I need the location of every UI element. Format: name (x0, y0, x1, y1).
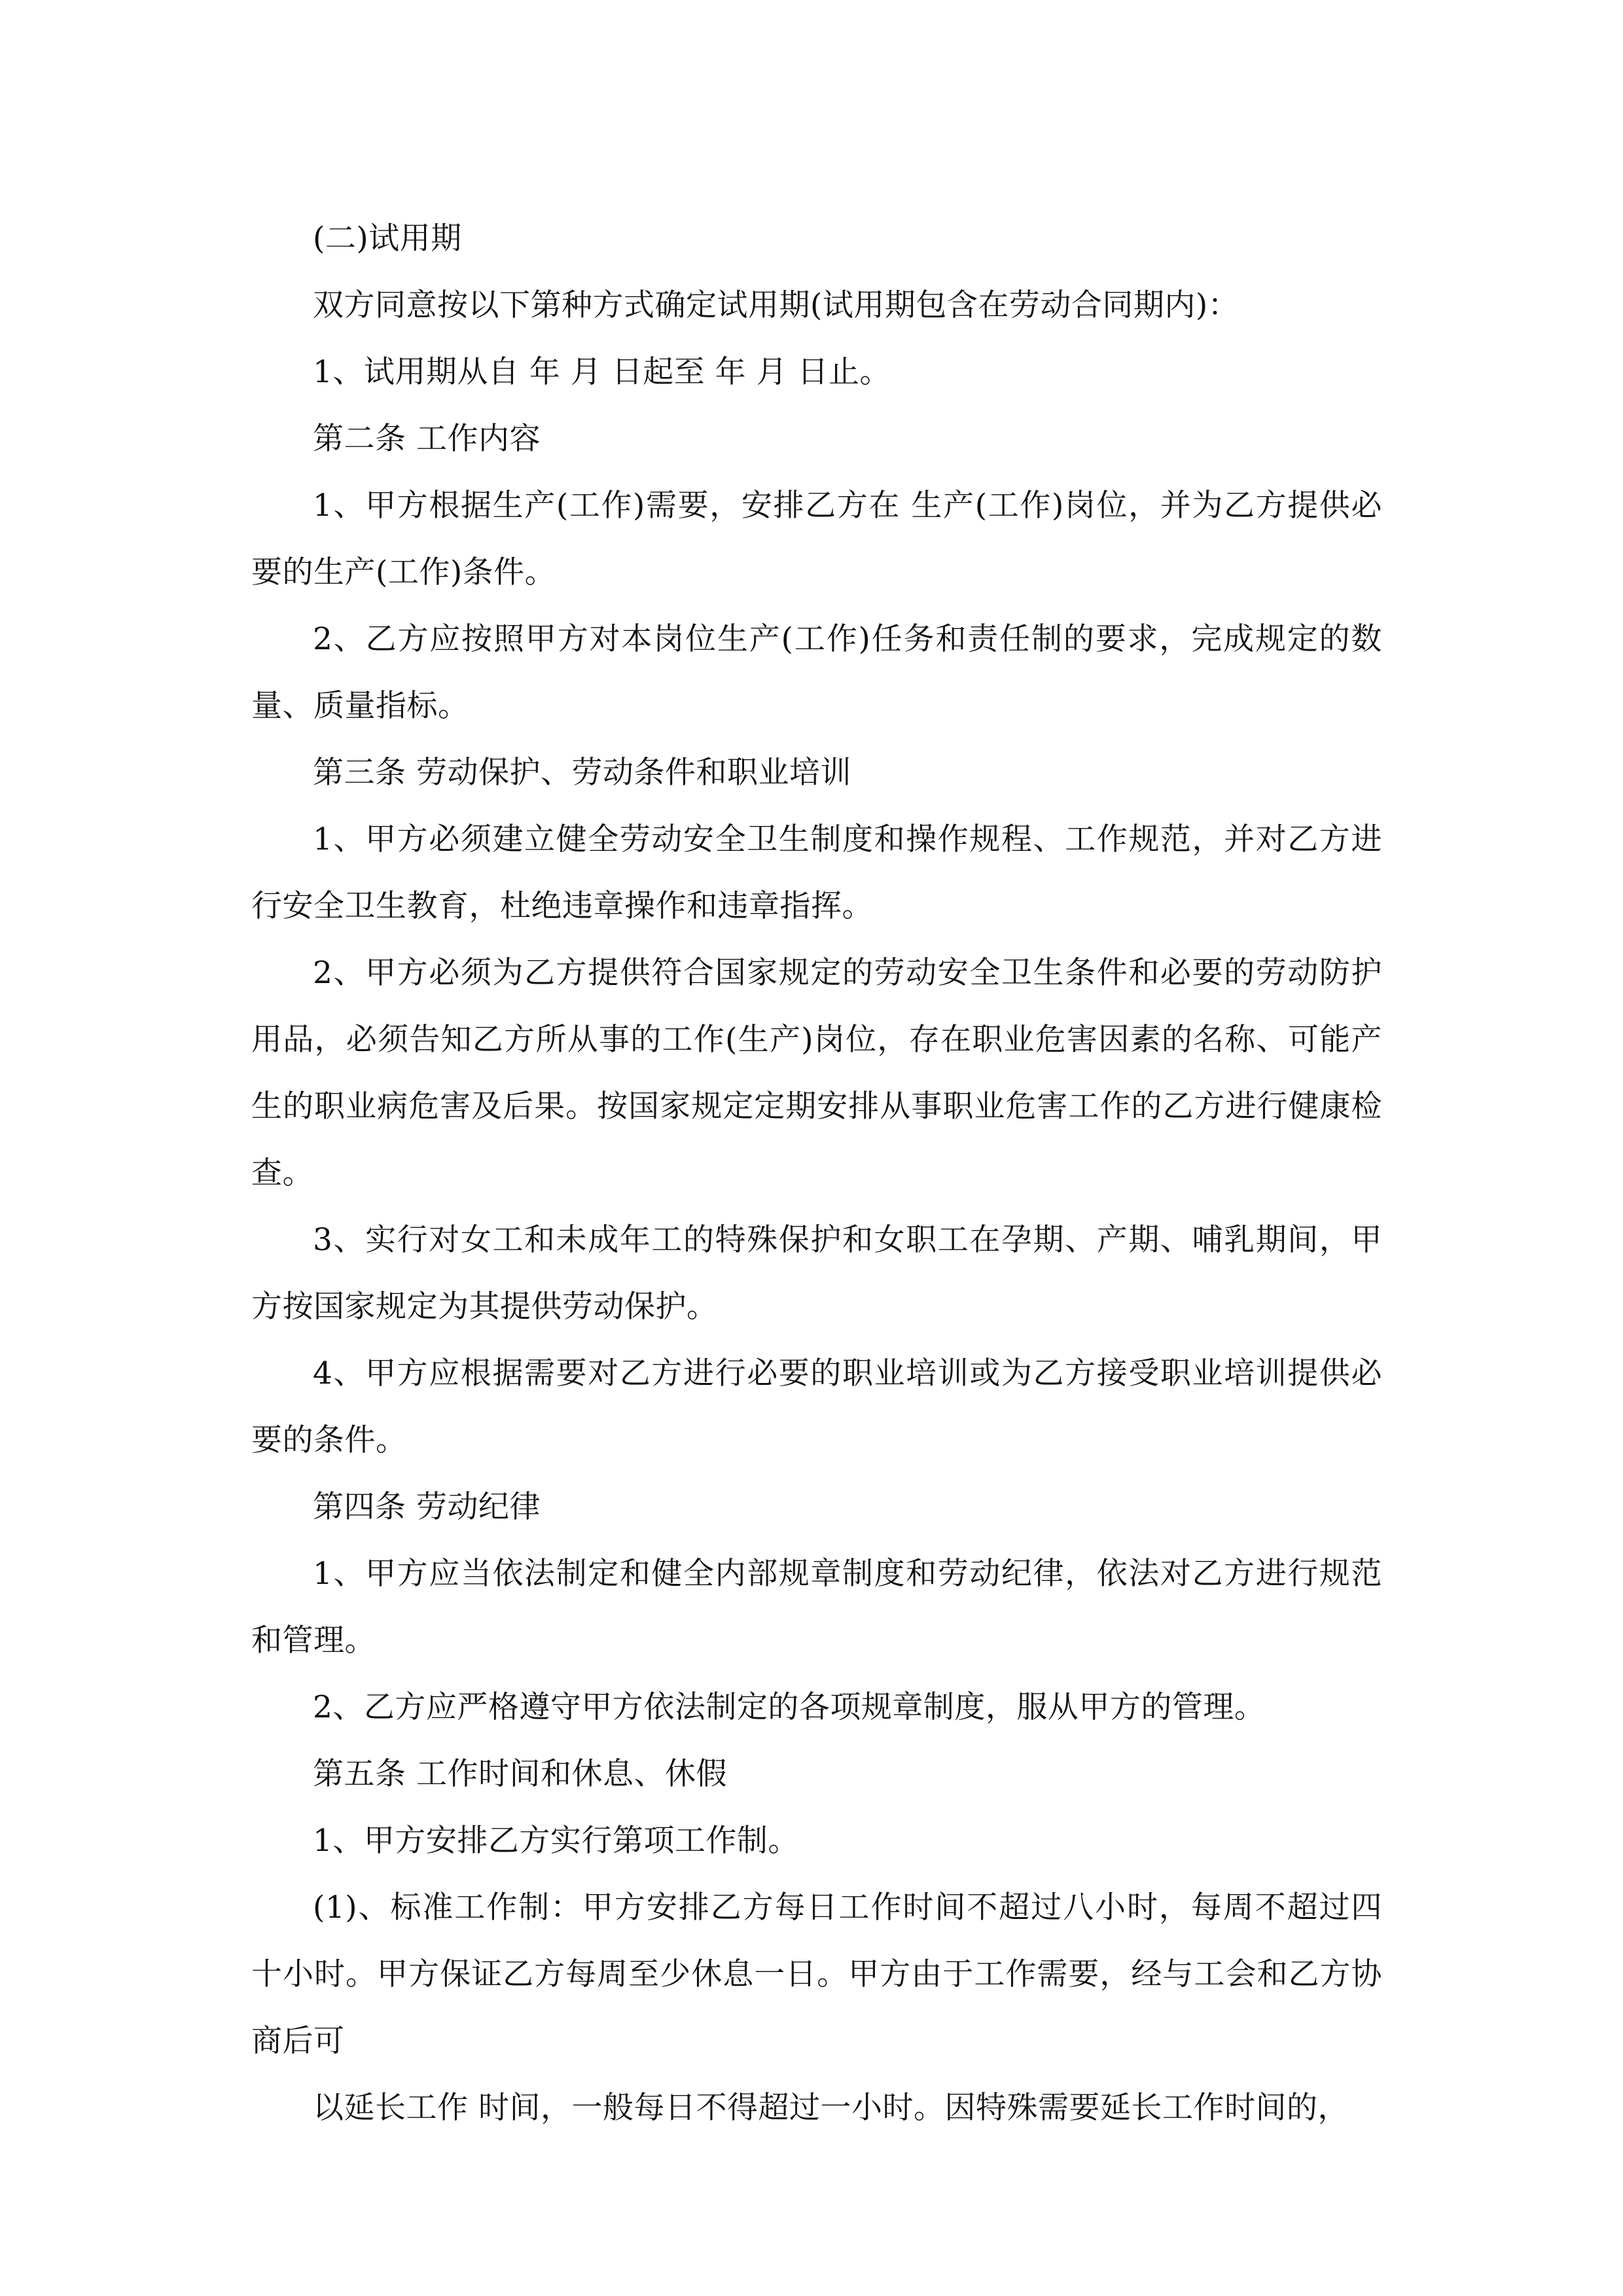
paragraph-article-2-item-2: 2、乙方应按照甲方对本岗位生产(工作)任务和责任制的要求，完成规定的数量、质量指标。 (251, 621, 1382, 724)
article-heading-5: 第五条 工作时间和休息、休假 (313, 1756, 727, 1792)
paragraph-probation-method: 双方同意按以下第种方式确定试用期(试用期包含在劳动合同期内)： (313, 287, 1240, 323)
article-heading-2: 第二条 工作内容 (313, 421, 541, 457)
paragraph-article-3-item-1: 1、甲方必须建立健全劳动安全卫生制度和操作规程、工作规范，并对乙方进行安全卫生教育，杜绝违章操作和违章指挥。 (251, 821, 1382, 924)
paragraph-article-2-item-1: 1、甲方根据生产(工作)需要，安排乙方在 生产(工作)岗位，并为乙方提供必要的生产(工作)条件。 (251, 488, 1382, 590)
paragraph-article-4-item-2: 2、乙方应严格遵守甲方依法制定的各项规章制度，服从甲方的管理。 (313, 1689, 1266, 1725)
paragraph-article-3-item-4: 4、甲方应根据需要对乙方进行必要的职业培训或为乙方接受职业培训提供必要的条件。 (251, 1355, 1382, 1458)
article-heading-4: 第四条 劳动纪律 (313, 1489, 541, 1525)
paragraph-article-5-overtime: 以延长工作 时间，一般每日不得超过一小时。因特殊需要延长工作时间的， (313, 2090, 1349, 2126)
paragraph-article-5-item-1: 1、甲方安排乙方实行第项工作制。 (313, 1823, 799, 1859)
paragraph-article-3-item-3: 3、实行对女工和未成年工的特殊保护和女职工在孕期、产期、哺乳期间，甲方按国家规定为其提供劳动保护。 (251, 1222, 1382, 1325)
paragraph-article-5-standard-hours: (1)、标准工作制：甲方安排乙方每日工作时间不超过八小时，每周不超过四十小时。甲方保证乙方每周至少休息一日。甲方由于工作需要，经与工会和乙方协商后可 (251, 1890, 1382, 2059)
paragraph-article-3-item-2: 2、甲方必须为乙方提供符合国家规定的劳动安全卫生条件和必要的劳动防护用品，必须告知乙方所从事的工作(生产)岗位，存在职业危害因素的名称、可能产生的职业病危害及后果。按国家规定定期安排从事职业危害工作的乙方进行健康检查。 (251, 955, 1382, 1191)
paragraph-probation-dates: 1、试用期从自 年 月 日起至 年 月 日止。 (313, 354, 891, 390)
paragraph-article-4-item-1: 1、甲方应当依法制定和健全内部规章制度和劳动纪律，依法对乙方进行规范和管理。 (251, 1556, 1382, 1659)
section-heading-probation: (二)试用期 (313, 221, 462, 257)
article-heading-3: 第三条 劳动保护、劳动条件和职业培训 (313, 755, 851, 791)
document-body (251, 206, 1382, 2142)
